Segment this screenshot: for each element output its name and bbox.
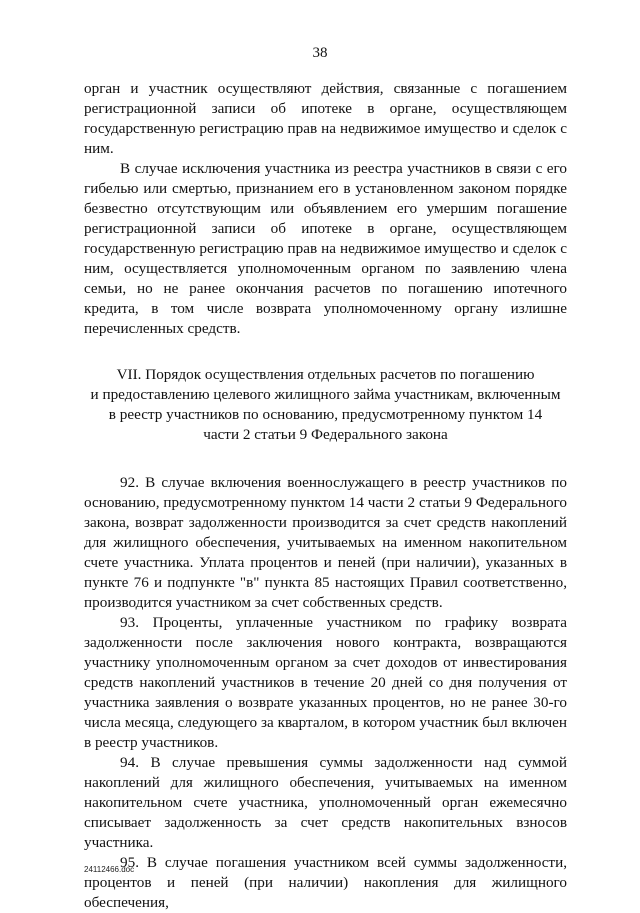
paragraph-exclusion: В случае исключения участника из реестра участников в связи с его гибелью или смертью, признанием его в установленном законом порядке безвестно отсутствующим или объявлением его умершим погашение регистрационной записи об ипотеке в органе, осуществляющем государственную регистрацию прав на недвижимое имущество и сделок с ним, осуществляется уполномоченным органом по заявлению члена семьи, но не ранее окончания расчетов по погашению ипотечного кредита, в том числе возврата уполномоченному органу излишне перечисленных средств. [84, 160, 567, 337]
section-heading-line: части 2 статьи 9 Федерального закона [203, 426, 448, 443]
section-heading [84, 365, 567, 445]
clause-94: 94. В случае превышения суммы задолженности над суммой накоплений для жилищного обеспечения, учитываемых на именном накопительном счете участника, уполномоченный орган ежемесячно списывает задолженность за счет средств накопительных взносов участника. [84, 754, 567, 851]
document-footer-code: 24112466.doc [84, 865, 135, 874]
section-heading-line: VII. Порядок осуществления отдельных расчетов по погашению [116, 366, 535, 383]
section-heading-line: и предоставлению целевого жилищного займа участникам, включенным [90, 386, 561, 403]
page-number: 38 [312, 45, 328, 61]
clause-92: 92. В случае включения военнослужащего в реестр участников по основанию, предусмотренному пунктом 14 части 2 статьи 9 Федерального закона, возврат задолженности производится за счет средств накоплений для жилищного обеспечения, учитываемых на именном накопительном счете участника. Уплата процентов и пеней (при наличии), указанных в пункте 76 и подпункте "в" пункта 85 настоящих Правил соответственно, производится участником за счет собственных средств. [84, 474, 567, 611]
paragraph-continuation: орган и участник осуществляют действия, связанные с погашением регистрационной записи об ипотеке в органе, осуществляющем государственную регистрацию прав на недвижимое имущество и сделок с ним. [84, 80, 567, 157]
clause-93: 93. Проценты, уплаченные участником по графику возврата задолженности после заключения нового контракта, возвращаются участнику уполномоченным органом за счет доходов от инвестирования средств накоплений участников в течение 20 дней со дня получения от участника заявления о возврате указанных процентов, но не ранее 30-го числа месяца, следующего за кварталом, в котором участник был включен в реестр участников. [84, 614, 567, 751]
clause-95: 95. В случае погашения участником всей суммы задолженности, процентов и пеней (при наличии) накопления для жилищного обеспечения, [84, 854, 567, 911]
document-body [84, 79, 567, 913]
section-heading-line: в реестр участников по основанию, предусмотренному пунктом 14 [108, 406, 543, 423]
